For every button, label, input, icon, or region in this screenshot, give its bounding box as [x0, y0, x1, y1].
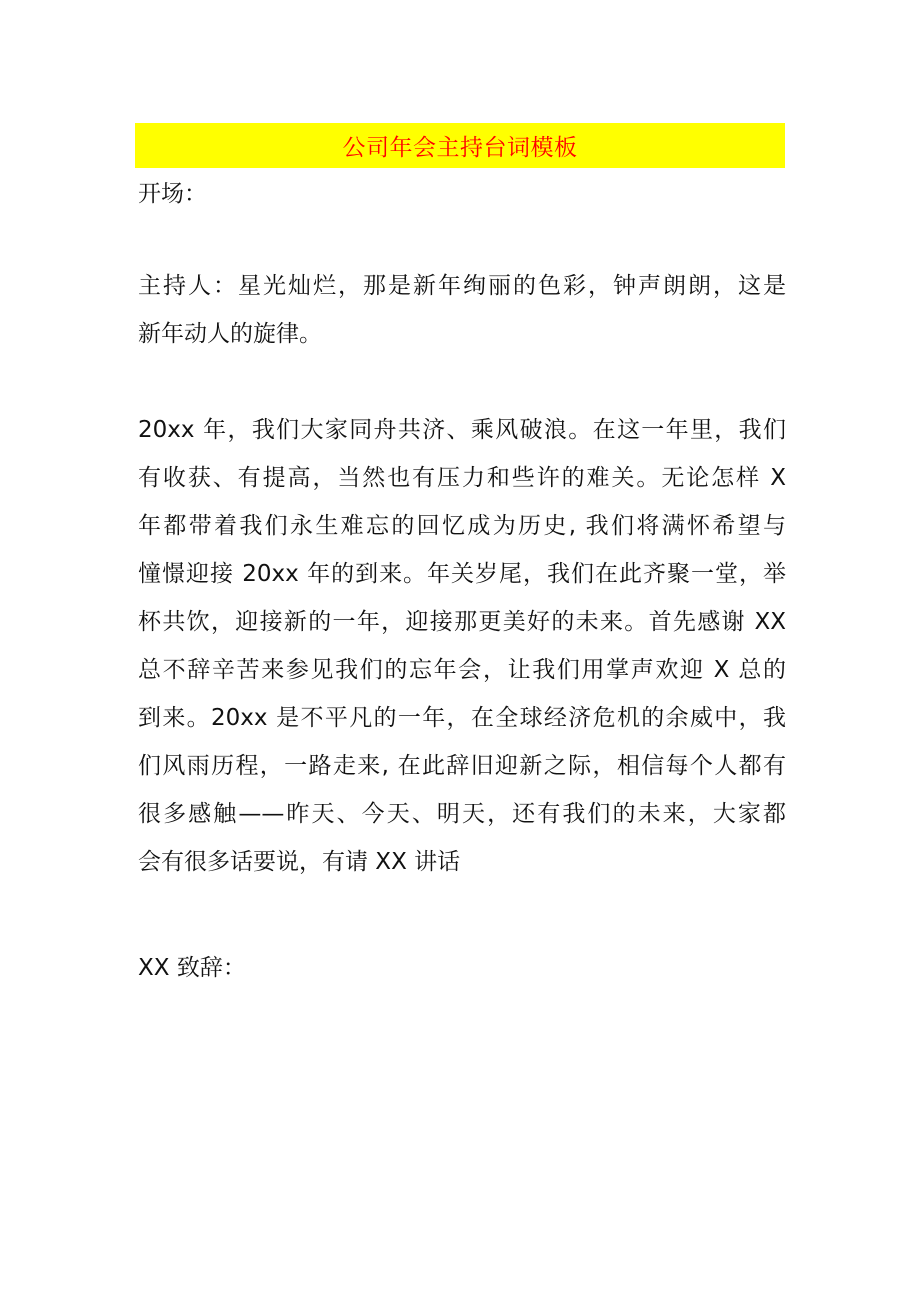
paragraph-line: 20xx 年，我们大家同舟共济、乘风破浪。在这一年里，我们 [138, 417, 786, 443]
paragraph-line: 有收获、有提高，当然也有压力和些许的难关。无论怎样 X [138, 465, 786, 491]
speech-paragraph [138, 406, 786, 886]
closing-label-block [138, 944, 786, 992]
paragraph-line: 到来。20xx 是不平凡的一年，在全球经济危机的余威中，我 [138, 705, 786, 731]
paragraph-line: 总不辞辛苦来参见我们的忘年会，让我们用掌声欢迎 X 总的 [138, 657, 786, 683]
document-title: 公司年会主持台词模板 [342, 135, 578, 161]
closing-label: XX 致辞： [138, 955, 246, 981]
opening-label: 开场： [138, 181, 207, 207]
paragraph-line: 杯共饮，迎接新的一年，迎接那更美好的未来。首先感谢 XX [138, 609, 786, 635]
paragraph-line: 憧憬迎接 20xx 年的到来。年关岁尾，我们在此齐聚一堂，举 [138, 561, 786, 587]
host-intro-paragraph [138, 262, 786, 358]
paragraph-line: 们风雨历程，一路走来, 在此辞旧迎新之际，相信每个人都有 [138, 753, 786, 779]
paragraph-line: 会有很多话要说，有请 XX 讲话 [138, 849, 461, 875]
title-banner [135, 123, 785, 168]
paragraph-line: 年都带着我们永生难忘的回忆成为历史, 我们将满怀希望与 [138, 513, 786, 539]
paragraph-line: 很多感触——昨天、今天、明天，还有我们的未来，大家都 [138, 801, 786, 827]
opening-label-block [138, 170, 786, 218]
paragraph-line: 新年动人的旋律。 [138, 321, 322, 347]
paragraph-line: 主持人：星光灿烂，那是新年绚丽的色彩，钟声朗朗，这是 [138, 273, 786, 299]
